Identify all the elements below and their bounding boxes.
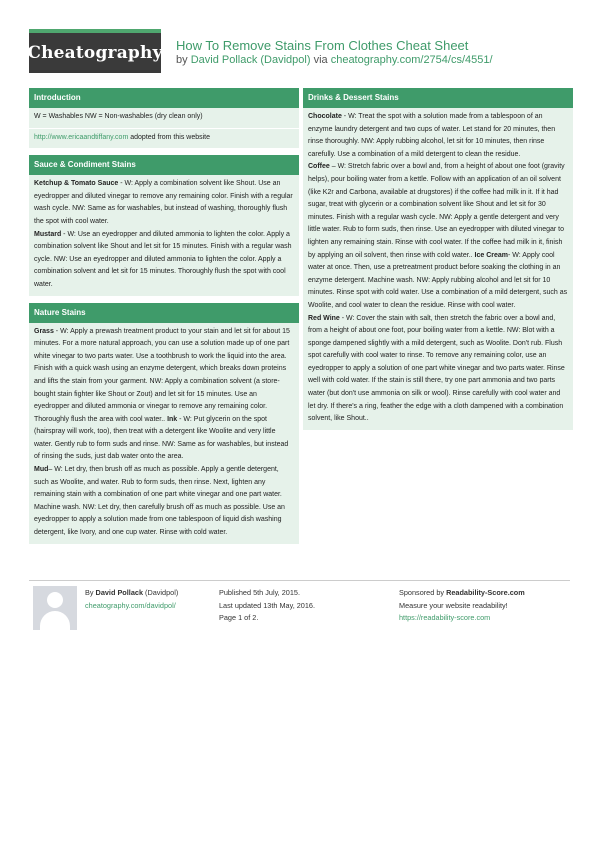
source-link[interactable]: http://www.ericaandtiffany.com: [34, 133, 129, 141]
wine-label: Red Wine: [308, 314, 340, 322]
sheet-byline: [176, 54, 493, 66]
footer-dates: [219, 587, 315, 625]
section-heading: Nature Stains: [29, 303, 299, 323]
cheatography-logo[interactable]: [29, 29, 161, 73]
by-prefix: by: [176, 54, 188, 66]
mustard-text: - W: Use an eyedropper and diluted ammonia to lighten the color. Apply a combination solvent like Shout and let sit for 15 minutes. Finish with a regular wash cycle. NW: Use an eyedropper and diluted ammonia to lighten the color. Apply a combination solvent and let sit for 15 minutes. Thoroughly flush the spot with cool water.: [34, 230, 292, 288]
section-heading: Sauce & Condiment Stains: [29, 155, 299, 175]
right-column: [303, 88, 573, 437]
ink-label: Ink: [167, 415, 178, 423]
drinks-section: [303, 88, 573, 430]
sponsor-tagline: Measure your website readability!: [399, 600, 508, 610]
author-avatar: [33, 586, 77, 630]
section-heading: Drinks & Dessert Stains: [303, 88, 573, 108]
via-text: via: [313, 54, 328, 66]
footer-author-line: [85, 587, 178, 600]
sponsor-url[interactable]: https://readability-score.com: [399, 613, 491, 622]
sheet-title[interactable]: How To Remove Stains From Clothes Cheat Sheet: [176, 38, 469, 53]
grass-label: Grass: [34, 327, 54, 335]
page-number: Page 1 of 2.: [219, 613, 259, 622]
nature-section: [29, 303, 299, 544]
coffee-label: Coffee: [308, 163, 330, 171]
sponsor-prefix: Sponsored by: [399, 588, 447, 597]
nature-content: [29, 323, 299, 544]
section-heading: Introduction: [29, 88, 299, 108]
mud-label: Mud: [34, 466, 49, 474]
avatar-body-icon: [40, 611, 70, 630]
chocolate-text: - W: Treat the spot with a solution made from a tablespoon of an enzyme laundry detergent and two cups of water. Let stand for 20 minutes, then rinse thoroughly. NW: Apply rubbing alcohol, let sit for 10 minutes, then rinse carefully. Use a combination of a mild detergent to clean the residue.: [308, 113, 556, 158]
ink-text: - W: Put glycerin on the spot (hairspray will work, too), then treat with a detergent like Woolite and very little water. Gently rub to form suds and rinse. NW: Same as for washables, but instead of rinsing the suds, just dab water onto the area.: [34, 415, 289, 461]
sauce-content: [29, 175, 299, 295]
source-suffix: adopted from this website: [128, 133, 211, 141]
by-label: By: [85, 588, 94, 597]
ketchup-text: - W: Apply a combination solvent like Shout. Use an eyedropper and diluted vinegar to remove any remaining color. Finish with a regular wash cycle. NW: Same as for washables, but instead of washing, thoroughly flush the spot with cool water.: [34, 180, 293, 225]
wine-text: - W: Cover the stain with salt, then stretch the fabric over a bowl and, from a height of about one foot, pour boiling water from a kettle. NW: Blot with a sponge dampened slightly with a mild detergent, such as Woolite. Don't rub. Flush spot carefully with cool water to rinse. To remove any remaining color, use an eyedropper to apply a solution of one part white vinegar and two parts water. Rinse well with cold water. If the stain is still there, try one part ammonia and two parts water (but don't use ammonia on silk or wool). Rinse carefully with cool water and let dry. If there's a ring, feather the edge with a cloth dampened with a combination solvent, like Shout..: [308, 314, 565, 423]
icecream-label: Ice Cream: [474, 251, 509, 259]
icecream-text: - W: Apply cool water at once. Then, use a pretreatment product before soaking the clothing in an enzyme detergent. Machine wash. NW: Apply rubbing alcohol and let sit for 10 minutes. Rinse spot with cold water. Use a combination of a mild detergent, such as Woolite, and cool water to clean the residue. Rinse with cool water.: [308, 251, 568, 309]
introduction-section: [29, 88, 299, 148]
author-url[interactable]: cheatography.com/davidpol/: [85, 600, 176, 610]
published-date: Published 5th July, 2015.: [219, 588, 300, 597]
sheet-url-link[interactable]: cheatography.com/2754/cs/4551/: [330, 54, 493, 66]
author-name[interactable]: David Pollack: [95, 588, 143, 597]
grass-text: - W: Apply a prewash treatment product to your stain and let sit for about 15 minutes. For a more natural approach, you can use a solution made up of one part white vinegar to two parts water. Use a toothbrush to work the liquid into the area. Finish with a quick wash using an enzyme detergent, which breaks down proteins and lifts the stain from your garment. NW: Apply a combination solvent (a store-bought stain fighter like Shout or Zout) and let sit for 15 minutes. Use an eyedropper and diluted ammonia or vinegar to remove any remaining color. Thoroughly flush the area with cool water..: [34, 327, 290, 423]
author-link[interactable]: David Pollack (Davidpol): [190, 54, 311, 66]
author-handle: (Davidpol): [143, 588, 179, 597]
intro-source: [29, 129, 299, 149]
coffee-text: – W: Stretch fabric over a bowl and, from a height of about one foot (gravity helps), pour boiling water from a kettle. Follow with an application of an oil solvent (like K2r and Carbona, available at drugstores) if the coffee had milk in it. If it had sugar, treat with glycerin or a combination solvent like Shout and let sit for 30 minutes. Finish with a regular wash cycle. NW: Apply a gentle detergent and very little water. Rub to form suds, then rinse. Use an eyedropper with diluted vinegar to lighten any remaining stain. Rinse with cool water. If the coffee had milk in it, finish by applying an oil solvent, then rinse with cold water..: [308, 163, 565, 259]
drinks-content: [303, 108, 573, 430]
footer-sponsor: [399, 587, 525, 625]
mud-text: – W: Let dry, then brush off as much as possible. Apply a gentle detergent, such as Woolite, and water. Rub to form suds, then rinse. Next, lighten any remaining stain with a combination of one part white vinegar and one part water. Machine wash. NW: Let dry, then carefully brush off as much as possible. Use an eyedropper to apply a solution made from one tablespoon of liquid dish washing detergent, like Ivory, and one cup water. Rinse with cold water.: [34, 466, 285, 537]
updated-date: Last updated 13th May, 2016.: [219, 600, 316, 610]
ketchup-label: Ketchup & Tomato Sauce: [34, 180, 119, 188]
footer-author: [85, 587, 178, 612]
mustard-label: Mustard: [34, 230, 62, 238]
sauce-section: [29, 155, 299, 295]
chocolate-label: Chocolate: [308, 113, 342, 120]
intro-legend: W = Washables NW = Non-washables (dry clean only): [29, 108, 299, 129]
sponsor-name[interactable]: Readability-Score.com: [446, 588, 525, 597]
sponsor-line: [399, 587, 525, 600]
left-column: [29, 88, 299, 551]
logo-text: Cheatography: [27, 43, 163, 63]
avatar-head-icon: [47, 592, 63, 608]
page-footer: [29, 580, 570, 641]
